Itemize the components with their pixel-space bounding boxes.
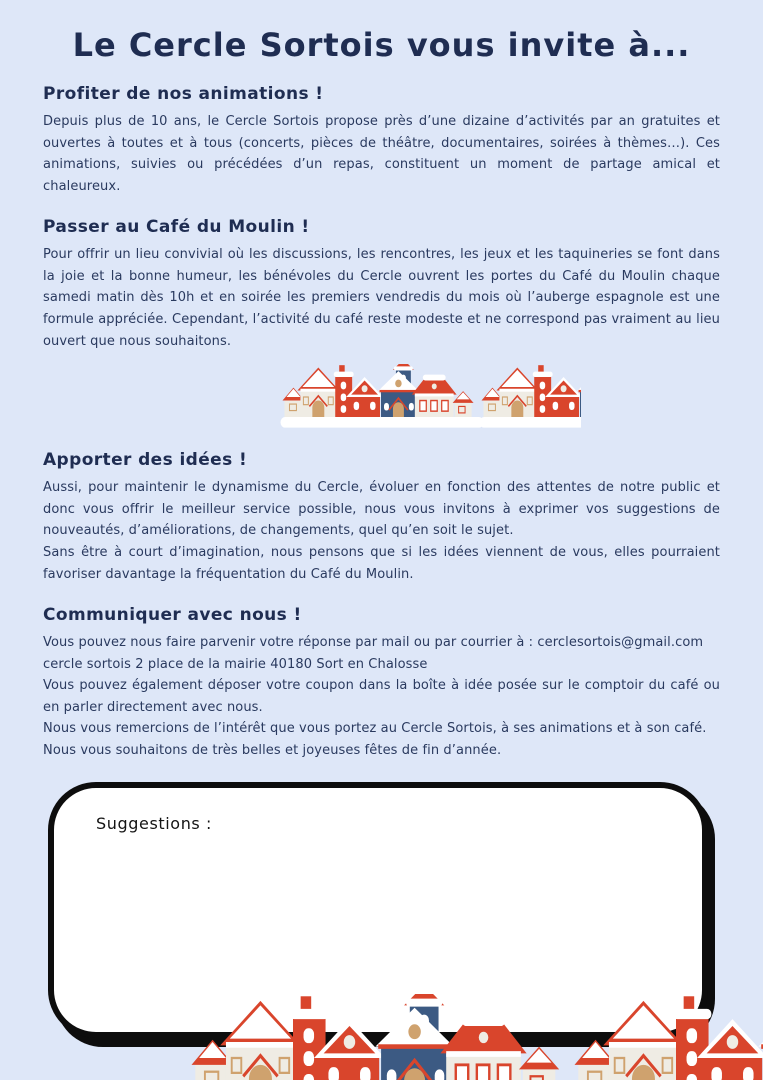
winter-houses-divider (0, 364, 763, 430)
paragraph-postal-address: cercle sortois 2 place de la mairie 40180 Sort en Chalosse (43, 656, 428, 672)
paragraph: Pour offrir un lieu convivial où les discussions, les rencontres, les jeux et les taquineries se font dans la joie et la bonne humeur, les bénévoles du Cercle ouvrent les portes du Café du Moulin chaque samedi matin dès 10h et en soirée les premiers vendredis du mois où l’auberge espagnole est une formule appréciée. Cependant, l’activité du café reste modeste et ne correspond pas vraiment au lieu ouvert que nous souhaitons. (43, 247, 720, 349)
paragraph: Sans être à court d’imagination, nous pensons que si les idées viennent de vous, elles pourraient favoriser davantage la fréquentation du Café du Moulin. (43, 544, 720, 582)
lower-text-block (0, 450, 763, 761)
section-animations (43, 84, 720, 197)
section-idees (43, 450, 720, 585)
paragraph-contact-mail: Vous pouvez nous faire parvenir votre réponse par mail ou par courrier à : cerclesortois@gmail.com (43, 635, 704, 651)
section-heading-communiquer: Communiquer avec nous ! (43, 605, 302, 626)
section-communiquer (43, 605, 720, 761)
paragraph: Aussi, pour maintenir le dynamisme du Cercle, évoluer en fonction des attentes de notre public et donc vous offrir le meilleur service possible, nous vous invitons à exprimer vos suggestions de nouveautés, d’améliorations, de changements, quel qu’en soit le sujet. (43, 480, 720, 539)
paragraph: Nous vous remercions de l’intérêt que vous portez au Cercle Sortois, à ses animations et à son café. (43, 721, 707, 737)
paragraph: Vous pouvez également déposer votre coupon dans la boîte à idée posée sur le comptoir du café ou en parler directement avec nous. (43, 678, 720, 715)
paragraph: Nous vous souhaitons de très belles et joyeuses fêtes de fin d’année. (43, 742, 502, 758)
section-heading-cafe: Passer au Café du Moulin ! (43, 217, 310, 238)
winter-houses-footer (0, 994, 763, 1080)
section-heading-idees: Apporter des idées ! (43, 450, 248, 471)
page-title: Le Cercle Sortois vous invite à... (72, 26, 691, 64)
paragraph: Depuis plus de 10 ans, le Cercle Sortois propose près d’une dizaine d’activités par an gratuites et ouvertes à toutes et à tous (concerts, pièces de théâtre, documentaires, soirées à thèmes…). Ces animations, suivies ou précédées d’un repas, constituent un moment de partage amical et chaleureux. (43, 114, 720, 194)
section-heading-animations: Profiter de nos animations ! (43, 84, 324, 104)
suggestions-label: Suggestions : (96, 813, 213, 833)
winter-houses-illustration (0, 994, 763, 1080)
winter-houses-illustration (183, 364, 581, 430)
upper-text-block (0, 84, 763, 352)
section-cafe (43, 217, 720, 352)
